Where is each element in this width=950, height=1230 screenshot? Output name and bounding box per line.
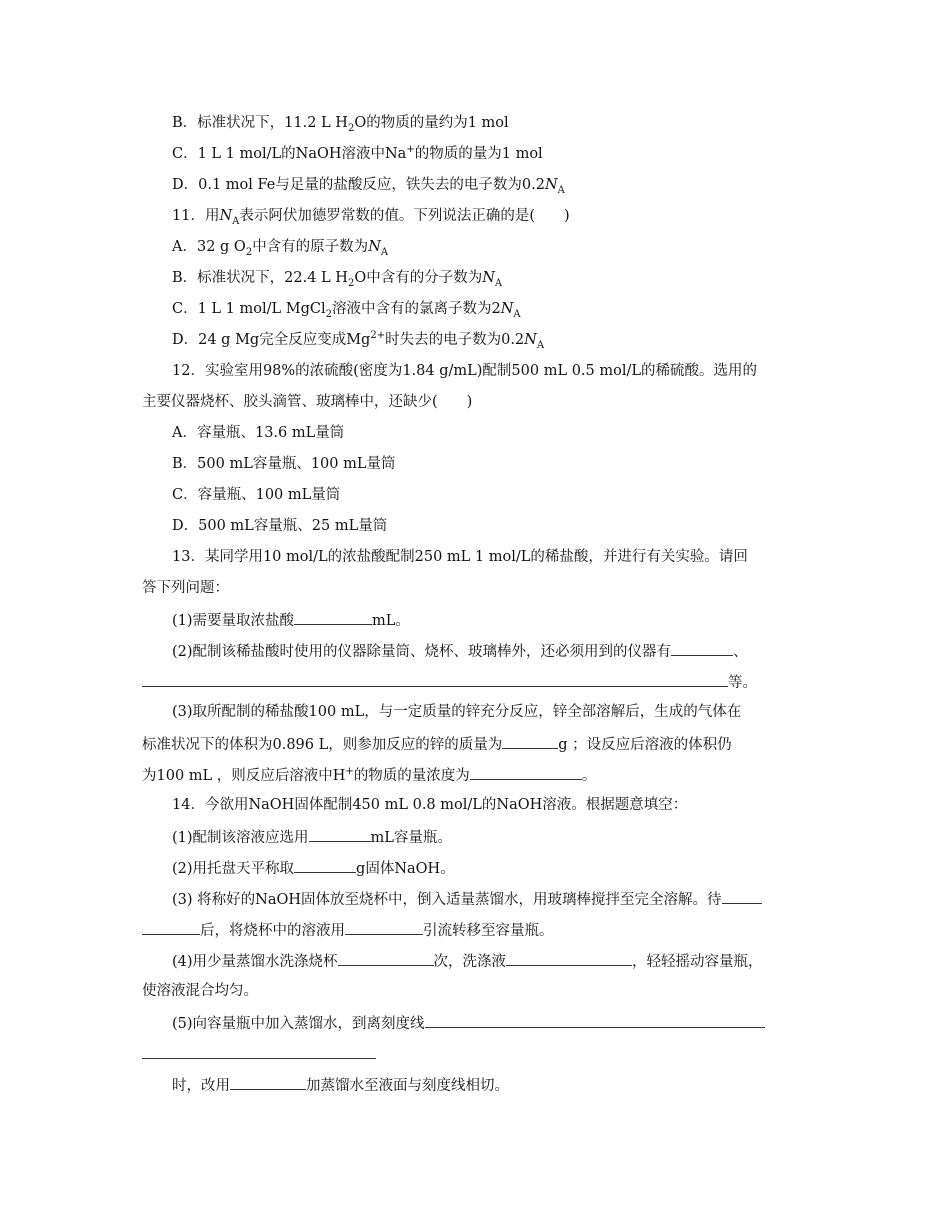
- option-b-q12: B．500 mL容量瓶、100 mL量筒: [172, 456, 396, 472]
- question-13-line2: 答下列问题：: [142, 580, 229, 596]
- question-13-part1: (1)需要量取浓盐酸 mL。: [172, 609, 410, 631]
- answer-blank[interactable]: [425, 1012, 765, 1028]
- option-b-q11: B．标准状况下，22.4 L $H_2O$中含有的分子数为$N_A$: [172, 270, 503, 289]
- option-b-q10: B．标准状况下，11.2 L $H_2O$的物质的量约为1 mol: [172, 115, 509, 134]
- option-c-q10: C．1 L 1 mol/L的NaOH溶液中Na+的物质的量为1 mol: [172, 144, 543, 162]
- option-c-q11: C．1 L 1 mol/L MgCl$_2$溶液中含有的氯离子数为$2N_A$: [172, 301, 521, 320]
- answer-blank[interactable]: [671, 640, 733, 656]
- question-14-part4-line1: (4)用少量蒸馏水洗涤烧杯 次，洗涤液 ，轻轻摇动容量瓶，: [172, 950, 763, 972]
- question-14-part1: (1)配制该溶液应选用 mL容量瓶。: [172, 826, 452, 848]
- question-11: 11．用$N_A$表示阿伏加德罗常数的值。下列说法正确的是( ): [172, 208, 570, 227]
- question-13-part3-line1: (3)取所配制的稀盐酸100 mL，与一定质量的锌充分反应，锌全部溶解后，生成的气体在: [172, 704, 742, 720]
- answer-blank[interactable]: [294, 609, 372, 625]
- option-c-q12: C．容量瓶、100 mL量筒: [172, 487, 341, 503]
- answer-blank[interactable]: [502, 733, 558, 749]
- option-d-q12: D．500 mL容量瓶、25 mL量筒: [172, 518, 388, 534]
- answer-blank[interactable]: [345, 919, 423, 935]
- question-14-part5-line2: [142, 1043, 376, 1065]
- answer-blank[interactable]: [142, 1043, 376, 1059]
- option-d-q10: D．0.1 mol Fe与足量的盐酸反应，铁失去的电子数为$0.2N_A$: [172, 177, 565, 196]
- question-13-part2-cont: 等。: [142, 671, 757, 693]
- question-13-part3-line3: 为100 mL ，则反应后溶液中H+的物质的量浓度为 。: [142, 764, 596, 786]
- option-a-q12: A．容量瓶、13.6 mL量筒: [172, 425, 345, 441]
- question-14-part4-line2: 使溶液混合均匀。: [142, 983, 258, 999]
- question-13-part2: (2)配制该稀盐酸时使用的仪器除量筒、烧杯、玻璃棒外，还必须用到的仪器有 、: [172, 640, 748, 662]
- answer-blank[interactable]: [470, 764, 582, 780]
- answer-blank[interactable]: [338, 950, 434, 966]
- question-13-part3-line2: 标准状况下的体积为0.896 L，则参加反应的锌的质量为 g ；设反应后溶液的体积仍: [142, 733, 732, 755]
- question-14-part3-line1: (3) 将称好的NaOH固体放至烧杯中，倒入适量蒸馏水，用玻璃棒搅拌至完全溶解。待: [172, 888, 762, 910]
- answer-blank[interactable]: [722, 888, 762, 904]
- option-a-q11: A．32 g $O_2$中含有的原子数为$N_A$: [172, 239, 389, 258]
- question-14: 14．今欲用NaOH固体配制450 mL 0.8 mol/L的NaOH溶液。根据题意填空：: [172, 797, 688, 813]
- question-14-part2: (2)用托盘天平称取 g固体NaOH。: [172, 857, 455, 879]
- question-12-line2: 主要仪器烧杯、胶头滴管、玻璃棒中，还缺少( ): [142, 394, 473, 410]
- question-14-part5-line1: (5)向容量瓶中加入蒸馏水，到离刻度线: [172, 1012, 765, 1034]
- answer-blank[interactable]: [309, 826, 371, 842]
- question-14-part5-line3: 时，改用 加蒸馏水至液面与刻度线相切。: [172, 1074, 509, 1096]
- question-14-part3-line2: 后，将烧杯中的溶液用 引流转移至容量瓶。: [142, 919, 554, 941]
- answer-blank[interactable]: [230, 1074, 306, 1090]
- answer-blank[interactable]: [294, 857, 356, 873]
- question-13-line1: 13．某同学用10 mol/L的浓盐酸配制250 mL 1 mol/L的稀盐酸，并进行有关实验。请回: [172, 549, 748, 565]
- question-12-line1: 12．实验室用98%的浓硫酸(密度为1.84 g/mL)配制500 mL 0.5 mol/L的稀硫酸。选用的: [172, 363, 758, 379]
- answer-blank[interactable]: [506, 950, 632, 966]
- answer-blank[interactable]: [142, 919, 200, 935]
- answer-blank[interactable]: [142, 671, 728, 687]
- option-d-q11: D．24 g Mg完全反应变成$Mg^{2+}$时失去的电子数为$0.2N_A$: [172, 330, 545, 351]
